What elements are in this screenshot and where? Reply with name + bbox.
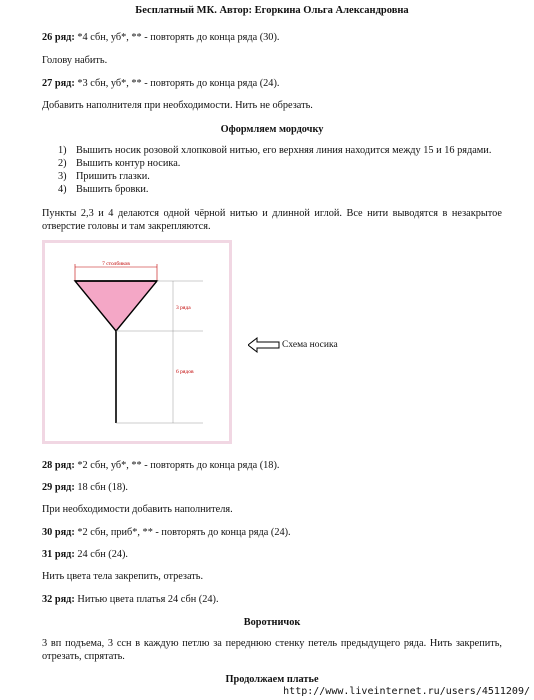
row-label: 30 ряд:: [42, 527, 75, 538]
instruction-text: Голову набить.: [42, 55, 108, 66]
step-number: 4): [58, 184, 67, 195]
nose-diagram-svg: [45, 243, 229, 441]
face-step: [58, 170, 150, 183]
row-text: 24 сбн (24).: [74, 549, 129, 560]
row-text: 18 сбн (18).: [74, 482, 129, 493]
instruction-text: Добавить наполнителя при необходимости. Нить не обрезать.: [42, 100, 313, 111]
step-text: Вышить бровки.: [76, 184, 149, 195]
row-30: [42, 526, 502, 539]
row-text: *3 сбн, уб*, ** - повторять до конца ряда (24).: [74, 78, 280, 89]
face-step: [58, 183, 148, 196]
row-text: *4 сбн, уб*, ** - повторять до конца ряда (30).: [74, 32, 280, 43]
row-label: 26 ряд:: [42, 32, 75, 43]
row-label: 32 ряд:: [42, 594, 75, 605]
step-text: Вышить носик розовой хлопковой нитью, его верхняя линия находится между 15 и 16 рядами.: [76, 145, 492, 156]
section-heading-face: Оформляем мордочку: [220, 124, 324, 135]
row-27: [42, 77, 502, 90]
arrow-label: Схема носика: [282, 340, 338, 350]
row-label: 29 ряд:: [42, 482, 75, 493]
row-28: [42, 459, 502, 472]
section-heading-dress: Продолжаем платье: [225, 674, 319, 685]
rows-top-label: 3 ряда: [176, 305, 191, 311]
row-text: *2 сбн, приб*, ** - повторять до конца ряда (24).: [74, 527, 291, 538]
step-text: Вышить контур носика.: [76, 158, 181, 169]
row-text: Нитью цвета платья 24 сбн (24).: [74, 594, 219, 605]
row-31: [42, 548, 502, 561]
footer-url: http://www.liveinternet.ru/users/4511209/: [283, 686, 530, 697]
nose-diagram: [42, 240, 232, 444]
instruction-text: Нить цвета тела закрепить, отрезать.: [42, 571, 204, 582]
step-number: 2): [58, 158, 67, 169]
width-label: 7 столбиков: [102, 261, 130, 267]
face-step: [58, 144, 491, 157]
face-step: [58, 157, 180, 170]
step-number: 3): [58, 171, 67, 182]
row-text: *2 сбн, уб*, ** - повторять до конца ряда (18).: [74, 460, 280, 471]
instruction-text: При необходимости добавить наполнителя.: [42, 504, 233, 515]
arrow-left-icon: [248, 337, 280, 358]
page-header: Бесплатный МК. Автор: Егоркина Ольга Александровна: [135, 5, 409, 16]
row-26: [42, 31, 502, 44]
collar-text: 3 вп подъема, 3 ссн в каждую петлю за переднюю стенку петель предыдущего ряда. Нить закрепить, отрезать, спрятать.: [42, 638, 502, 662]
row-label: 27 ряд:: [42, 78, 75, 89]
row-label: 28 ряд:: [42, 460, 75, 471]
row-29: [42, 481, 502, 494]
row-32: [42, 593, 502, 606]
nose-triangle: [75, 281, 157, 331]
row-label: 31 ряд:: [42, 549, 75, 560]
step-text: Пришить глазки.: [76, 171, 150, 182]
rows-bottom-label: 6 рядов: [176, 369, 194, 375]
face-note: Пункты 2,3 и 4 делаются одной чёрной нитью и длинной иглой. Все нити выводятся в незакрытое отверстие головы и там закрепляются.: [42, 208, 502, 232]
section-heading-collar: Воротничок: [243, 617, 301, 628]
step-number: 1): [58, 145, 67, 156]
